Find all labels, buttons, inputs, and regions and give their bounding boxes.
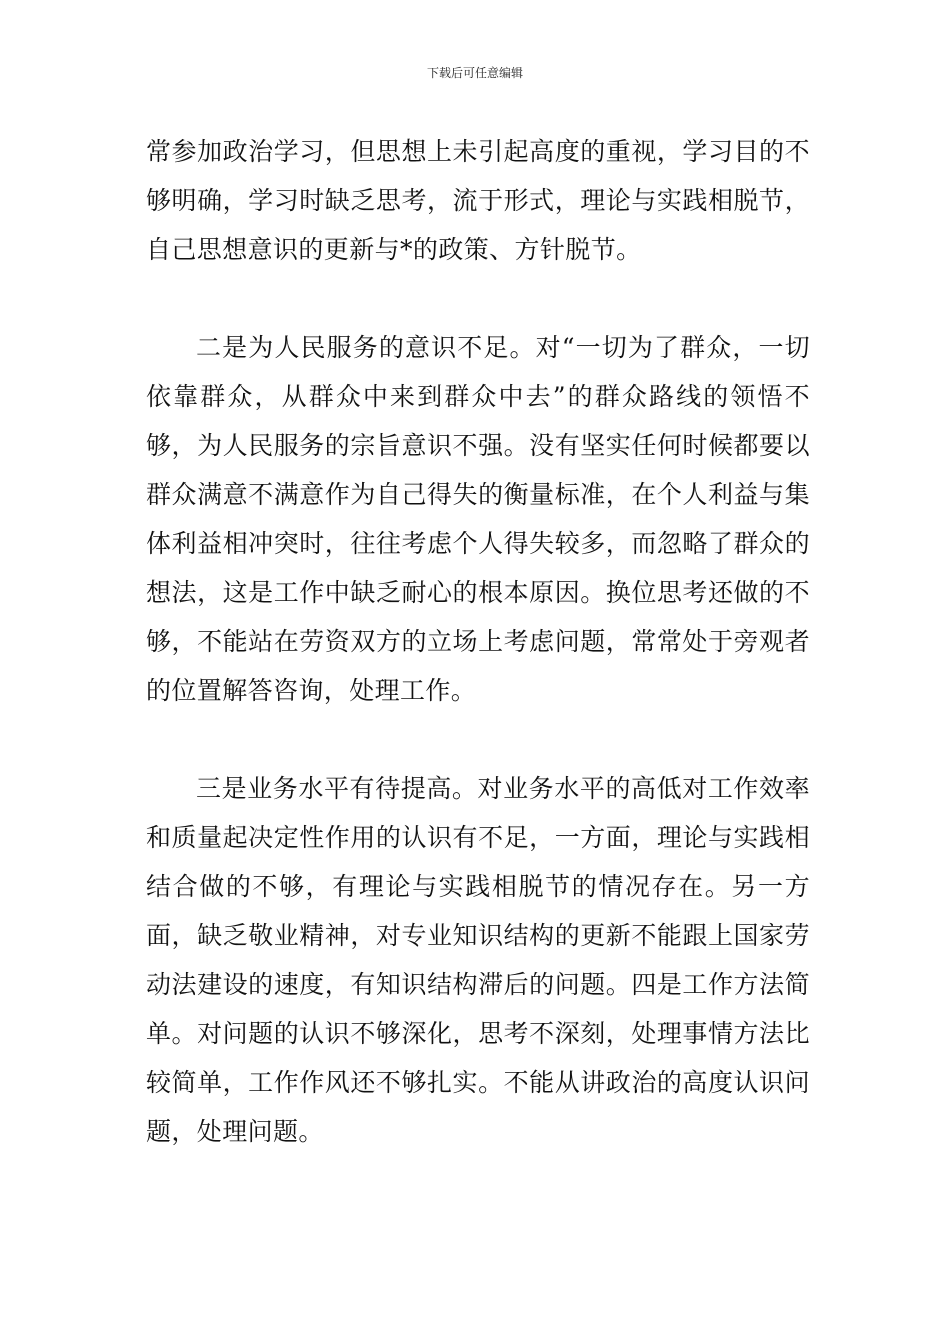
paragraph-continuation: 常参加政治学习，但思想上未引起高度的重视，学习目的不够明确，学习时缺乏思考，流于形式，理论与实践相脱节，自己思想意识的更新与*的政策、方针脱节。 <box>146 137 810 264</box>
document-body <box>146 127 810 1156</box>
page-header-note: 下载后可任意编辑 <box>426 66 523 80</box>
paragraph-service-awareness: 二是为人民服务的意识不足。对“一切为了群众，一切依靠群众，从群众中来到群众中去”的群众路线的领悟不够，为人民服务的宗旨意识不强。没有坚实任何时候都要以群众满意不满意作为自己得失的衡量标准，在个人利益与集体利益相冲突时，往往考虑个人得失较多，而忽略了群众的想法，这是工作中缺乏耐心的根本原因。换位思考还做的不够，不能站在劳资双方的立场上考虑问题，常常处于旁观者的位置解答咨询，处理工作。 <box>146 333 810 705</box>
paragraph-business-level: 三是业务水平有待提高。对业务水平的高低对工作效率和质量起决定性作用的认识有不足，一方面，理论与实践相结合做的不够，有理论与实践相脱节的情况存在。另一方面，缺乏敬业精神，对专业知识结构的更新不能跟上国家劳动法建设的速度，有知识结构滞后的问题。四是工作方法简单。对问题的认识不够深化，思考不深刻，处理事情方法比较简单，工作作风还不够扎实。不能从讲政治的高度认识问题，处理问题。 <box>146 774 810 1146</box>
